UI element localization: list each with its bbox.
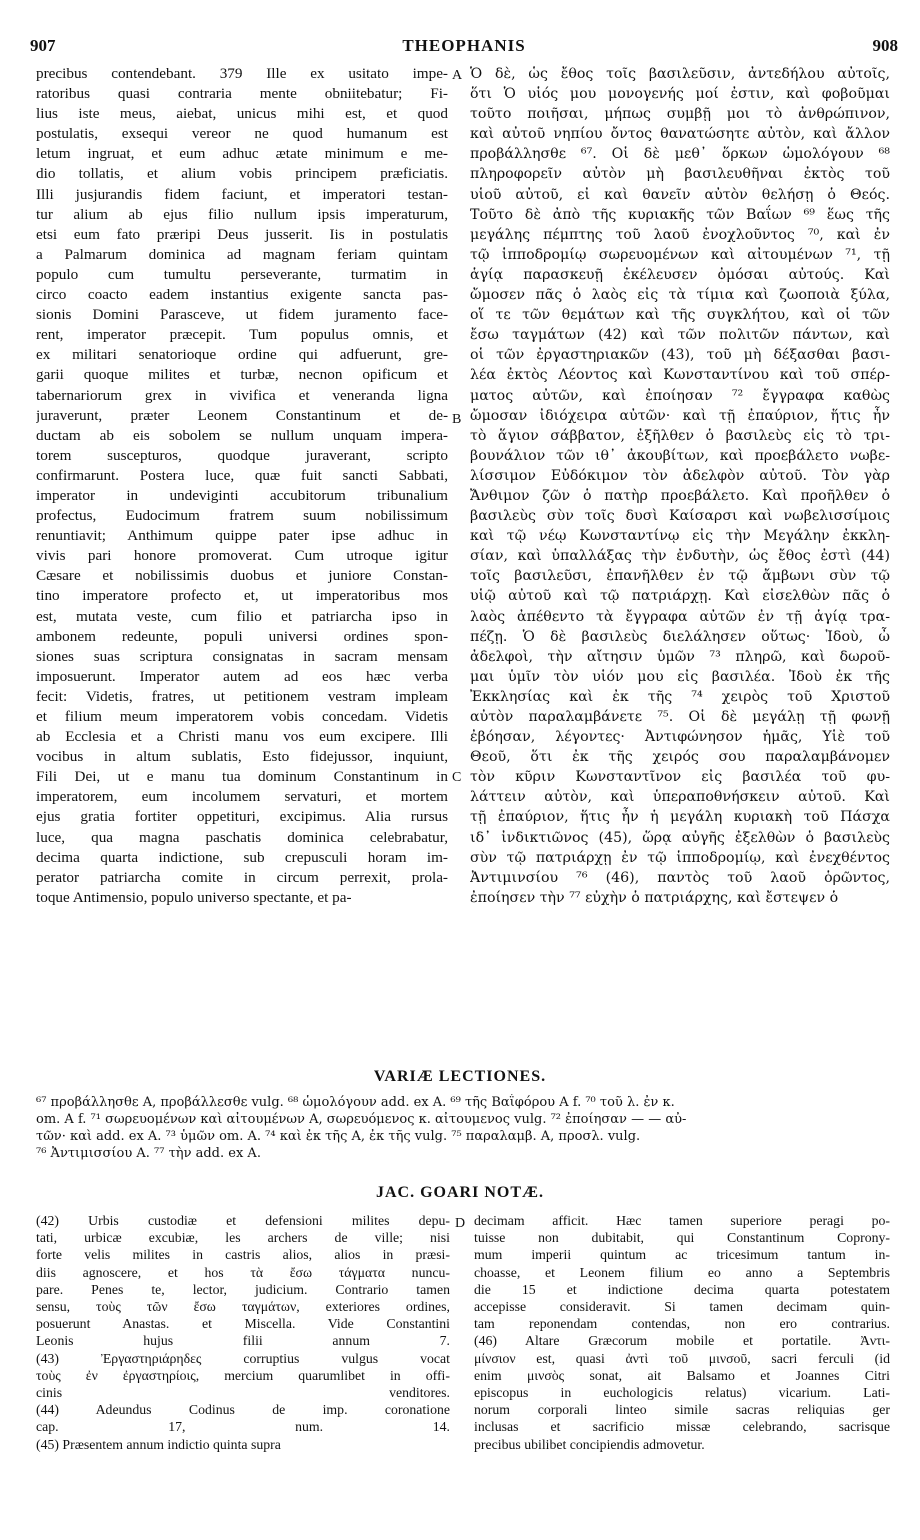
note-line: episcopus in euchologicis relatus) vicarium. Lati-: [474, 1385, 890, 1401]
greek-text-line: ἔσω ταγμάτων (42) καὶ τῶν πολιτῶν πάντων, καὶ: [470, 327, 890, 344]
note-line: norum corporali linteo simile sacras reliquias ger: [474, 1402, 890, 1418]
latin-text-line: toque Antimensio, populo universo spectante, et pa-: [36, 888, 352, 906]
notes-right-column: [474, 1212, 890, 1453]
variant-reading-line: ⁶⁷ προβάλλησθε A, προβάλλεσθε vulg. ⁶⁸ ὡμολόγουν add. ex A. ⁶⁹ τῆς Βαΐφόρου A f. ⁷⁰ τοῦ λ. ἐν κ.: [36, 1095, 675, 1110]
greek-text-line: ὤμοσεν πᾶς ὁ λαὸς εἰς τὰ τίμια καὶ ζωοποιὰ ξύλα,: [470, 287, 890, 304]
greek-text-line: αὐτὸν παραλαμβάνετε ⁷⁵. Οἱ δὲ μεγάλῃ τῇ φωνῇ: [470, 709, 890, 725]
latin-text-line: luce, qua magna paschatis dominica celebrabatur,: [36, 828, 448, 846]
greek-text-line: λίσσιμον Εὐδόκιμον τὸν ἀδελφὸν αὐτοῦ. Τὸν γὰρ: [470, 467, 890, 484]
greek-text-line: τοῦτο ποιῆσαι, μήπως συμβῇ μοι τὸ ἀνθρώπινον,: [470, 106, 890, 123]
greek-text-line: ὅτι Ὁ υἱός μου μονογενής μοί ἐστιν, καὶ φοβοῦμαι: [470, 86, 890, 103]
latin-text-line: tur alium ab ejus filio nullum ipsis imperaturum,: [36, 205, 448, 223]
greek-text-line: Ἀντιμινσίου ⁷⁶ (46), παντὸς τοῦ λαοῦ ὁρῶντος,: [470, 869, 890, 886]
margin-marker-a: A: [452, 68, 463, 83]
note-line: forte velis milites in castris alios, alios in præsi-: [36, 1247, 450, 1263]
note-line: (46) Altare Græcorum mobile et portatile. Ἀντι-: [474, 1333, 890, 1349]
greek-text-line: λέα ἐκτὸς Λέοντος καὶ Κωνσταντίνου καὶ τοῦ σπέρ-: [470, 367, 890, 384]
latin-text-line: postulatis, exsequi vereor ne quod humanum est: [36, 125, 448, 143]
latin-text-line: rent, imperator præcepit. Tum populus omnis, et: [36, 326, 448, 344]
latin-text-line: ex militari senatorioque ordine qui adfuerunt, gre-: [36, 346, 448, 364]
margin-marker-c: C: [452, 770, 462, 785]
latin-text-line: tabernariorum grex in vivifica et veneranda ligna: [36, 386, 448, 404]
variant-reading-line: τῶν· καὶ add. ex A. ⁷³ ὑμῶν om. A. ⁷⁴ καὶ ἐκ τῆς A, ἐκ τῆς vulg. ⁷⁵ παραλαμβ. A, προσλ. vulg.: [36, 1129, 641, 1144]
greek-text-line: Ὁ δὲ, ὡς ἔθος τοῖς βασιλεῦσιν, ἀντεδήλου αὐτοῖς,: [470, 66, 890, 82]
margin-marker-d: D: [455, 1216, 466, 1231]
greek-text-line: βασιλεὺς σὺν τοῖς δυσὶ Καίσαρσι καὶ νωβελισσίμοις: [470, 508, 890, 525]
variae-lectiones: [36, 1094, 892, 1162]
variant-reading-line: om. A f. ⁷¹ σωρευομένων καὶ αἰτουμένων A, σωρευόμενος κ. αἰτουμενος vulg. ⁷² ἐποίησαν — — αὐ-: [36, 1112, 687, 1127]
latin-text-line: circo coacto eadem instantius exigente sancta pas-: [36, 286, 448, 304]
latin-text-line: dio tollatis, et alium vobis principem præficiatis.: [36, 165, 448, 183]
greek-text-line: τὸ ἅγιον σάββατον, ἐξῆλθεν ὁ βασιλεὺς εἰς τὸ τρι-: [470, 427, 890, 444]
latin-text-line: lius iste meus, aiebat, unicus mihi est, et quod: [36, 105, 448, 123]
margin-marker-b: B: [452, 412, 462, 427]
greek-text-line: λαὸς ἀπέθεντο τὰ ἔγγραφα αὐτῶν ἐν τῇ ἁγίᾳ τρα-: [470, 608, 890, 625]
greek-text-line: ἐβόησαν, λέγοντες· Ἀντιφώνησον ἡμᾶς, Υἱὲ τοῦ: [470, 729, 890, 746]
latin-text-line: renuntiavit; Anthimum quippe pater ipse adhuc in: [36, 527, 448, 545]
greek-text-line: σὺν τῷ πατριάρχῃ ἐν τῷ ἱπποδρομίῳ, καὶ ἐνεχθέντος: [470, 849, 890, 866]
latin-text-line: tino imperatore profecto et, ut imperatoribus mos: [36, 587, 448, 605]
latin-text-line: sionis Domini Parasceve, ut fidem juramento face-: [36, 306, 448, 324]
latin-text-column: [36, 64, 448, 908]
latin-text-line: ratoribus quasi contraria mente obniitebatur; Fi-: [36, 85, 448, 103]
greek-text-line: ματος αὐτῶν, καὶ ἐποίησαν ⁷² ἔγγραφα καθὼς: [470, 387, 890, 404]
note-line: (45) Præsentem annum indictio quinta supra: [36, 1436, 281, 1452]
latin-text-line: perator patriarcha comite in circum perrexit, prola-: [36, 868, 448, 886]
note-line: tam reponendam contendas, non ero contrarius.: [474, 1316, 890, 1332]
greek-text-line: ἀδελφοὶ, τὴν αἴτησιν ὑμῶν ⁷³ πληρῶ, καὶ δωροῦ-: [470, 648, 890, 665]
running-title: THEOPHANIS: [402, 36, 526, 55]
note-line: precibus ubilibet concipiendis admovetur.: [474, 1436, 705, 1452]
greek-text-line: πληροφορεῖν αὐτὸν μὴ βασιλευθῆναι ἐκτὸς τοῦ: [470, 166, 890, 183]
note-line: (43) Ἐργαστηριάρηδες corruptius vulgus vocat: [36, 1350, 450, 1366]
greek-text-line: προβάλλησθε ⁶⁷. Οἱ δὲ μεθ᾽ ὅρκων ὡμολόγουν ⁶⁸: [470, 146, 890, 163]
note-line: tuisse non dubitabit, qui Constantinum Coprony-: [474, 1230, 890, 1246]
note-line: enim μινσὸς sonat, ait Balsamo et Joannes Citri: [474, 1367, 890, 1383]
latin-text-line: fecit: Videtis, fratres, ut petitionem vestram impleam: [36, 687, 448, 705]
latin-text-line: ductam ab eis sobolem se nullum unquam impera-: [36, 426, 448, 444]
note-line: μίνσιον est, quasi ἀντὶ τοῦ μινσοῦ, sacri ferculi (id: [474, 1350, 890, 1366]
latin-text-line: populo cum tumultu perseverante, turmatim in: [36, 265, 448, 283]
greek-text-line: Ἄνθιμον ζῶν ὁ πατὴρ προεβάλετο. Καὶ προῆλθεν ὁ: [470, 487, 890, 504]
greek-text-line: σίαν, καὶ ὑπαλλάξας τὴν ἐνδυτὴν, ὡς ἔθος ἐστὶ (44): [470, 548, 890, 565]
latin-text-line: ejus gratia fortiter oppetituri, excipimus. Alia rursus: [36, 808, 448, 826]
greek-text-line: βουνάλιον τῶν ιθ᾽ ἀκουβίτων, καὶ προεβάλετο νωβε-: [470, 447, 890, 464]
latin-text-line: decima quarta indictione, sub crepusculi horam im-: [36, 848, 448, 866]
note-line: posuerunt Anastas. et Miscella. Vide Constantini: [36, 1316, 450, 1332]
note-line: (44) Adeundus Codinus de imp. coronatione: [36, 1402, 450, 1418]
latin-text-line: letum ingruat, et eum adhuc ætate minimum e me-: [36, 145, 448, 163]
greek-text-line: πέζῃ. Ὁ δὲ βασιλεὺς διελάλησεν οὕτως· Ἰδοὺ, ὦ: [470, 628, 890, 645]
latin-text-line: vocibus in altum sublatis, Esto fidejussor, inquiunt,: [36, 748, 448, 766]
greek-text-line: ἁγίᾳ παρασκευῇ ἐκέλευσεν ὀμόσαι αὐτούς. Καὶ: [470, 266, 890, 283]
latin-text-line: vivis pari honore promoverat. Cum utroque igitur: [36, 547, 448, 565]
notes-title: JAC. GOARI NOTÆ.: [375, 1184, 544, 1201]
note-line: cinis venditores.: [36, 1385, 450, 1401]
notes-left-column: [36, 1212, 450, 1453]
latin-text-line: est, mutata veste, cum filio et patriarcha ipso in: [36, 607, 448, 625]
latin-text-line: a Palmarum dominica ad magnam feriam quintam: [36, 245, 448, 263]
note-line: accepisse consideravit. Si tamen decimam quin-: [474, 1299, 890, 1315]
greek-text-line: ἐποίησεν τὴν ⁷⁷ εὐχὴν ὁ πατριάρχης, καὶ ἔστεψεν ὁ: [470, 889, 839, 906]
note-line: tati, urbicæ excubiæ, les archers de ville; nisi: [36, 1230, 450, 1246]
greek-text-line: τὸν κῦριν Κωνσταντῖνον εἰς βασιλέα τοῦ φυ-: [470, 769, 890, 786]
greek-text-column: [470, 64, 890, 908]
note-line: decimam afficit. Hæc tamen superiore peragi po-: [474, 1213, 890, 1228]
note-line: Leonis hujus filii annum 7.: [36, 1333, 450, 1349]
running-header: [30, 36, 898, 60]
latin-text-line: torem suscepturos, quodque juraverant, scripto: [36, 446, 448, 464]
page-number-left: 907: [30, 36, 56, 55]
latin-text-line: Illi jusjurandis fidem faciunt, et imperatori testan-: [36, 185, 448, 203]
note-line: diis agnoscere, et hos τὰ ἔσω τάγματα nuncu-: [36, 1264, 450, 1280]
latin-text-line: precibus contendebant. 379 Ille ex usitato impe-: [36, 65, 448, 82]
greek-text-line: μαι ὑμῖν τὸν υἱόν μου εἰς βασιλέα. Ἰδοὺ ἐκ τῆς: [470, 668, 890, 685]
note-line: choasse, et Leonem filium eo anno a Septembris: [474, 1264, 890, 1280]
latin-text-line: ambonem redeunte, populi universi ordines spon-: [36, 627, 448, 645]
greek-text-line: Ἐκκλησίας καὶ ἐκ τῆς ⁷⁴ χειρὸς τοῦ Χριστοῦ: [470, 688, 890, 705]
latin-text-line: et filium meum imperatorem vobis concedam. Videtis: [36, 708, 448, 725]
page-number-right: 908: [872, 36, 898, 55]
latin-text-line: imperatorem, eum incolumem servaturi, et mortem: [36, 788, 448, 806]
latin-text-line: juraverunt, præter Leonem Constantinum et de-: [36, 406, 448, 424]
latin-text-line: Fili Dei, ut e manu tua dominum Constantinum in: [36, 768, 448, 786]
note-line: cap. 17, num. 14.: [36, 1419, 450, 1435]
greek-text-line: υἱῷ αὐτοῦ καὶ τῷ πατριάρχῃ. Καὶ εἰσελθὼν πᾶς ὁ: [470, 588, 890, 605]
latin-text-line: confirmarunt. Postera luce, quæ fuit sancti Sabbati,: [36, 466, 448, 484]
variant-reading-line: ⁷⁶ Ἀντιμισσίου A. ⁷⁷ τὴν add. ex A.: [36, 1146, 261, 1161]
latin-text-line: profectus, Eudocimum fratrem suum nobilissimum: [36, 507, 448, 525]
latin-text-line: siones suas scriptura consignatas in sacram mensam: [36, 647, 448, 665]
note-line: pare. Penes te, lector, judicium. Contrario tamen: [36, 1281, 450, 1297]
greek-text-line: οἵ τε τῶν θεμάτων καὶ τῆς συγκλήτου, καὶ οἱ τῶν: [470, 307, 890, 324]
greek-text-line: Τοῦτο δὲ ἀπὸ τῆς κυριακῆς τῶν Βαΐων ⁶⁹ ἕως τῆς: [470, 206, 890, 223]
latin-text-line: etsi eum fato præripi Deus jusserit. Iis in postulatis: [36, 225, 448, 243]
variae-lectiones-title: VARIÆ LECTIONES.: [373, 1068, 547, 1085]
greek-text-line: ιδ᾽ ἰνδικτιῶνος (45), ὥρᾳ αὐγῆς ἐξελθὼν ὁ βασιλεὺς: [470, 829, 890, 846]
note-line: τοὺς ἐν ἐργαστηρίοις, mercium quarumlibet in offi-: [36, 1367, 450, 1383]
note-line: sensu, τοὺς τῶν ἔσω ταγμάτων, exteriores ordines,: [36, 1299, 450, 1315]
greek-text-line: υἱοῦ αὐτοῦ, εἰ καὶ θανεῖν αὐτὸν θελήσῃ ὁ Θεός.: [470, 186, 890, 203]
greek-text-line: μεγάλης πέμπτης τοῦ λαοῦ ἐνοχλοῦντος ⁷⁰, καὶ ἐν: [470, 226, 890, 243]
latin-text-line: garii quoque milites et turbæ, necnon opificum et: [36, 366, 448, 384]
greek-text-line: Θεοῦ, ὅτι ἐκ τῆς χειρός σου παραλαμβάνομεν: [470, 749, 890, 766]
latin-text-line: ab Ecclesia et a Christi manu vos eum excipere. Illi: [36, 728, 448, 746]
greek-text-line: ὤμοσαν ἰδιόχειρα αὐτῶν· καὶ τῇ ἐπαύριον, ἥτις ἦν: [470, 407, 890, 424]
greek-text-line: τῷ ἱπποδρομίῳ σωρευομένων καὶ αἰτουμένων ⁷¹, τῇ: [470, 246, 890, 263]
note-line: (42) Urbis custodiæ et defensioni milites depu-: [36, 1213, 450, 1228]
greek-text-line: λάττειν αὐτὸν, καὶ ὑπεραποθνήσκειν αὐτοῦ. Καὶ: [470, 789, 890, 806]
latin-text-line: imposuerunt. Imperator autem ad eos hæc verba: [36, 667, 448, 685]
greek-text-line: καὶ αὐτοῦ νηπίου ὄντος θανατώσητε αὐτὸν, καὶ ἄλλον: [470, 126, 890, 143]
note-line: inclusas et sacrificio missæ celebrando, sacrisque: [474, 1419, 890, 1435]
note-line: die 15 et indictione decima quarta potestatem: [474, 1281, 890, 1297]
greek-text-line: καὶ τῷ νέῳ Κωνσταντίνῳ εἰς τὴν Μεγάλην ἐκκλη-: [470, 528, 890, 545]
latin-text-line: Cæsare et nobilissimis duobus et juniore Constan-: [36, 567, 448, 585]
greek-text-line: οἱ τῶν ἐργαστηριακῶν (43), τοῦ μὴ δέξασθαι βασι-: [470, 347, 890, 364]
greek-text-line: τῇ ἐπαύριον, ἥτις ἦν ἡ μεγάλη κυριακὴ τοῦ Πάσχα: [470, 809, 890, 826]
latin-text-line: imperator in undeviginti accubitorum tribunalium: [36, 486, 448, 504]
greek-text-line: τοῖς βασιλεῦσι, ἐπανῆλθεν ἐν τῷ ἄμβωνι σὺν τῷ: [470, 568, 890, 585]
note-line: mum imperii quintum ac tricesimum tantum in-: [474, 1247, 890, 1263]
